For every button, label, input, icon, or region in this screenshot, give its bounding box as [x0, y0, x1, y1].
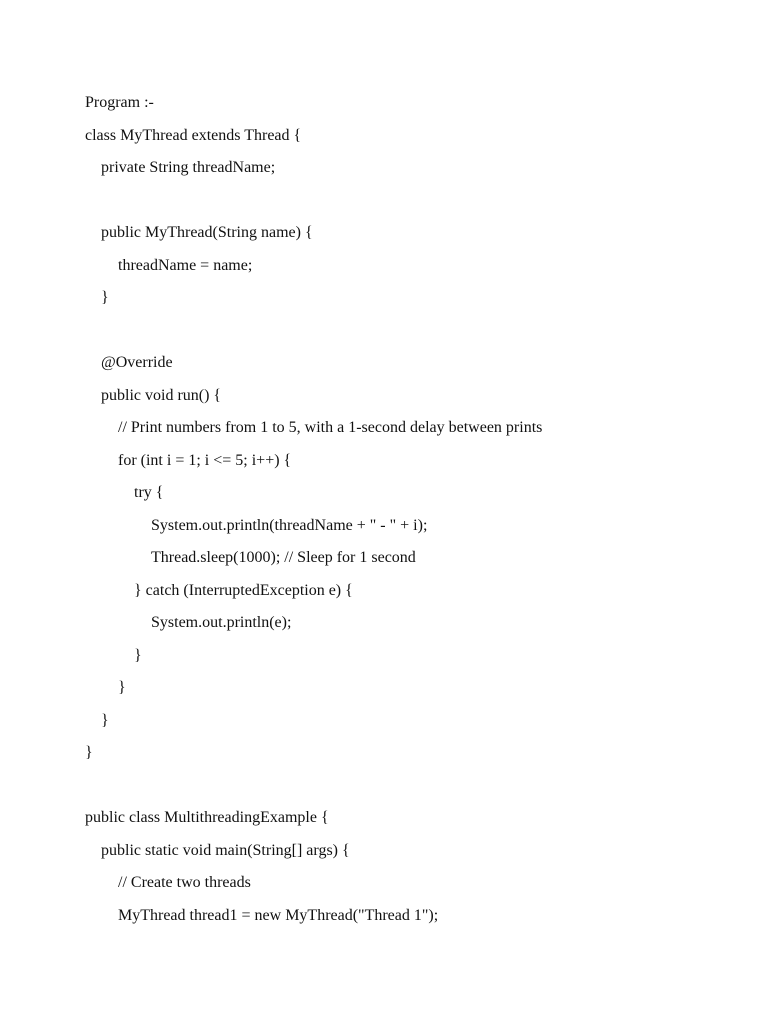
code-listing	[85, 87, 542, 932]
code-line: public class MultithreadingExample {	[85, 809, 329, 826]
code-line: }	[134, 646, 142, 664]
code-line: public static void main(String[] args) {	[101, 841, 350, 859]
code-line: } catch (InterruptedException e) {	[134, 581, 353, 599]
code-line: MyThread thread1 = new MyThread("Thread 1");	[118, 906, 439, 924]
code-line: for (int i = 1; i <= 5; i++) {	[118, 451, 292, 469]
code-line: Program :-	[85, 94, 154, 111]
code-line: }	[101, 289, 109, 306]
code-line: @Override	[101, 354, 173, 371]
code-line: private String threadName;	[101, 159, 276, 176]
code-line: System.out.println(threadName + " - " + i);	[151, 516, 428, 534]
blank-line	[85, 185, 542, 218]
code-line: // Create two threads	[118, 874, 251, 891]
code-line: System.out.println(e);	[151, 614, 292, 631]
code-line: public void run() {	[101, 386, 222, 404]
blank-line	[85, 770, 542, 803]
code-line: Thread.sleep(1000); // Sleep for 1 second	[151, 549, 416, 566]
code-line: // Print numbers from 1 to 5, with a 1-second delay between prints	[118, 419, 543, 436]
code-line: try {	[134, 484, 164, 501]
code-line: class MyThread extends Thread {	[85, 126, 302, 144]
code-line: }	[101, 711, 109, 729]
code-line: }	[118, 679, 126, 696]
blank-line	[85, 315, 542, 348]
code-line: threadName = name;	[118, 256, 253, 274]
code-line: }	[85, 744, 93, 761]
code-line: public MyThread(String name) {	[101, 224, 313, 241]
